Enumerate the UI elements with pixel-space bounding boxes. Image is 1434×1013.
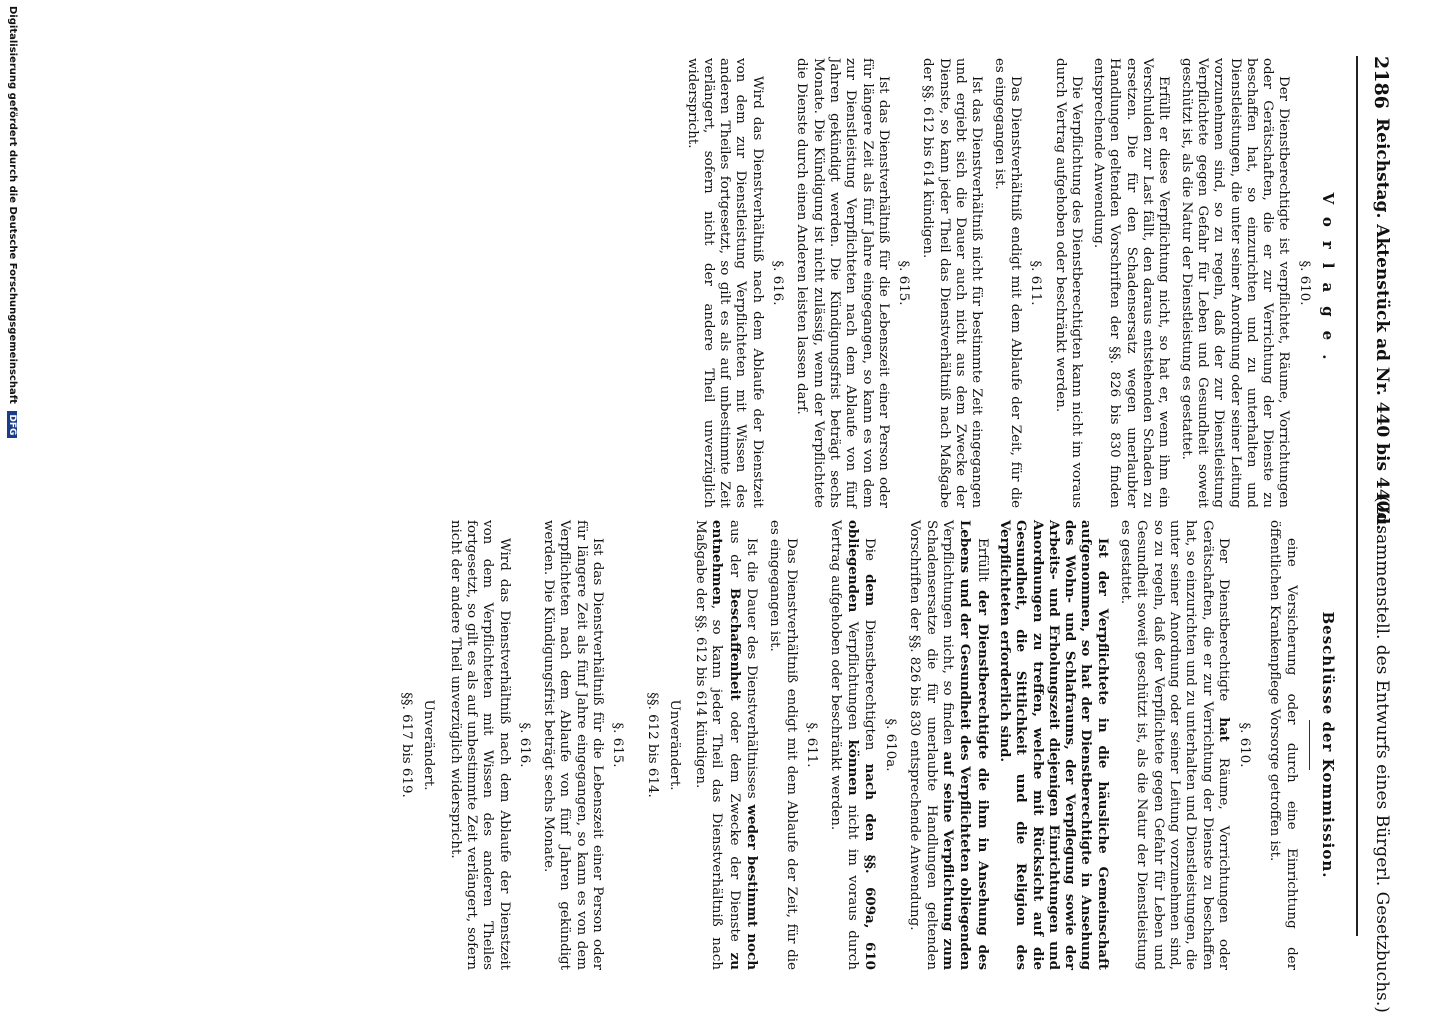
unchanged-note: Unverändert. [421, 699, 437, 791]
section-title-615: §. 615. [610, 722, 626, 768]
paragraph: Wird das Dienstverhältniß nach dem Ablaufe der Dienstzeit von dem zur Dienstleistung Verpflichteten mit Wissen des anderen Theiles fortgesetzt, so gilt es als auf unbestimmte Zeit verlängert, sofern nicht der andere Theil unverzüglich widerspricht. [684, 58, 765, 508]
section-title-616: §. 616. [770, 260, 786, 306]
section-title-616: §. 616. [516, 722, 532, 768]
section-title-610a: §. 610a. [883, 718, 899, 772]
section-title-611: §. 611. [1028, 260, 1044, 306]
page-title: Reichstag. Aktenstück ad Nr. 440 bis 440d. [1372, 118, 1392, 531]
paragraph: Ist das Dienstverhältniß nicht für bestimmte Zeit eingegangen und ergiebt sich die Dauer auch nicht aus dem Zwecke der Dienste, so kann jeder Theil das Dienstverhältniß nach Maßgabe der §§. 612 bis 614 kündigen. [920, 58, 985, 508]
column-heading-kommission: Beschlüsse der Kommission. [1319, 611, 1337, 879]
dfg-logo: DFG [7, 411, 17, 438]
section-range: §§. 617 bis 619. [399, 692, 415, 798]
paragraph: Ist das Dienstverhältniß für die Lebenszeit einer Person oder für längere Zeit als fünf Jahre eingegangen, so kann es von dem zur Dienstleistung Verpflichteten nach dem Ablaufe von fünf Jahren gekündigt werden. Die Kündigungsfrist beträgt sechs Monate. Die Kündigung ist nicht zulässig, wenn der Verpflichtete die Dienste durch einen Anderen leisten lassen darf. [794, 58, 891, 508]
section-title-611: §. 611. [803, 722, 819, 768]
paragraph: Ist der Verpflichtete in die häusliche Gemeinschaft aufgenommen, so hat der Dienstberechtigte in Ansehung des Wohn- und Schlafraums, der Verpflegung sowie der Arbeits- und Erholungszeit diejenigen Einrichtungen und Anordnungen zu treffen, welche mit Rücksicht auf die Gesundheit, die Sittlichkeit und die Religion des Verpflichteten erforderlich sind. [996, 520, 1111, 970]
divider [1309, 720, 1310, 770]
paragraph: Ist die Dauer des Dienstverhältnisses weder bestimmt noch aus der Beschaffenheit oder dem Zwecke der Dienste zu entnehmen, so kann jeder Theil das Dienstverhältniß nach Maßgabe der §§. 612 bis 614 kündigen. [693, 520, 761, 970]
paragraph: Das Dienstverhältniß endigt mit dem Ablaufe der Zeit, für die es eingegangen ist. [767, 520, 799, 970]
section-range: §§. 612 bis 614. [644, 692, 660, 798]
section-title-615: §. 615. [896, 260, 912, 306]
column-kommission [380, 520, 1336, 970]
paragraph: Erfüllt der Dienstberechtigte die ihm in Ansehung des Lebens und der Gesundheit des Verpflichteten obliegenden Verpflichtungen nicht, so finden auf seine Verpflichtung zum Schadensersatze die für unerlaubte Handlungen geltenden Vorschriften der §§. 826 bis 830 entsprechende Anwendung. [907, 520, 991, 970]
paragraph: Das Dienstverhältniß endigt mit dem Ablaufe der Zeit, für die es eingegangen ist. [991, 58, 1023, 508]
paragraph: Ist das Dienstverhältniß für die Lebenszeit einer Person oder für längere Zeit als fünf Jahre eingegangen, so kann es von dem Verpflichteten nach dem Ablaufe von fünf Jahren gekündigt werden. Die Kündigungsfrist beträgt sechs Monate. [541, 520, 606, 970]
page-header [1356, 56, 1406, 1013]
section-title-610: §. 610. [1296, 260, 1312, 306]
column-heading-vorlage: Vorlage. [1319, 192, 1337, 374]
credit-text: Digitalisierung gefördert durch die Deutsche Forschungsgemeinschaft [7, 6, 18, 404]
paragraph: Die dem Dienstberechtigten nach den §§. 609a, 610 obliegenden Verpflichtungen können nicht im voraus durch Vertrag aufgehoben oder beschränkt werden. [828, 520, 878, 970]
paragraph: Die Verpflichtung des Dienstberechtigten kann nicht im voraus durch Vertrag aufgehoben oder beschränkt werden. [1052, 58, 1084, 508]
unchanged-note: Unverändert. [666, 699, 682, 791]
paragraph: Der Dienstberechtigte hat Räume, Vorrichtungen oder Gerätschaften, die er zur Verrichtung der Dienste zu beschaffen hat, so einzurichten und zu unterhalten und Dienstleistungen, die unter seiner Anordnung oder seiner Leitung vorzunehmen sind, so zu regeln, daß der Verpflichtete gegen Gefahr für Leben und Gesundheit soweit geschützt ist, als die Natur der Dienstleistung es gestattet. [1118, 520, 1232, 970]
page-number: 2186 [1370, 56, 1392, 109]
paragraph: Wird das Dienstverhältniß nach dem Ablaufe der Dienstzeit von dem Verpflichteten mit Wissen des anderen Theiles fortgesetzt, so gilt es als auf unbestimmte Zeit verlängert, sofern nicht der andere Theil unverzüglich widerspricht. [447, 520, 512, 970]
intro-paragraph: eine Versicherung oder durch eine Einrichtung der öffentlichen Krankenpflege Vorsorge getroffen ist. [1267, 520, 1299, 970]
digitization-credit [4, 6, 18, 996]
column-vorlage [677, 58, 1336, 508]
paragraph: Erfüllt er diese Verpflichtung nicht, so hat er, wenn ihm ein Verschulden zur Last fällt, den daraus entstehenden Schaden zu ersetzen. Die für den Schadensersatz wegen unerlaubter Handlungen geltenden Vorschriften der §§. 826 bis 830 finden entsprechende Anwendung. [1091, 58, 1172, 508]
paragraph: Der Dienstberechtigte ist verpflichtet, Räume, Vorrichtungen oder Gerätschaften, die er zur Verrichtung der Dienste zu beschaffen hat, so einzurichten und zu unterhalten und Dienstleistungen, die unter seiner Anordnung oder seiner Leitung vorzunehmen sind, so zu regeln, daß der zur Dienstleistung Verpflichtete gegen Gefahr für Leben und Gesundheit soweit geschützt ist, als die Natur der Dienstleistung es gestattet. [1178, 58, 1292, 508]
page-subtitle: (Zusammenstell. des Entwurfs eines Bürgerl. Gesetzbuchs.) [1372, 496, 1392, 1013]
section-title-610: §. 610. [1237, 722, 1253, 768]
